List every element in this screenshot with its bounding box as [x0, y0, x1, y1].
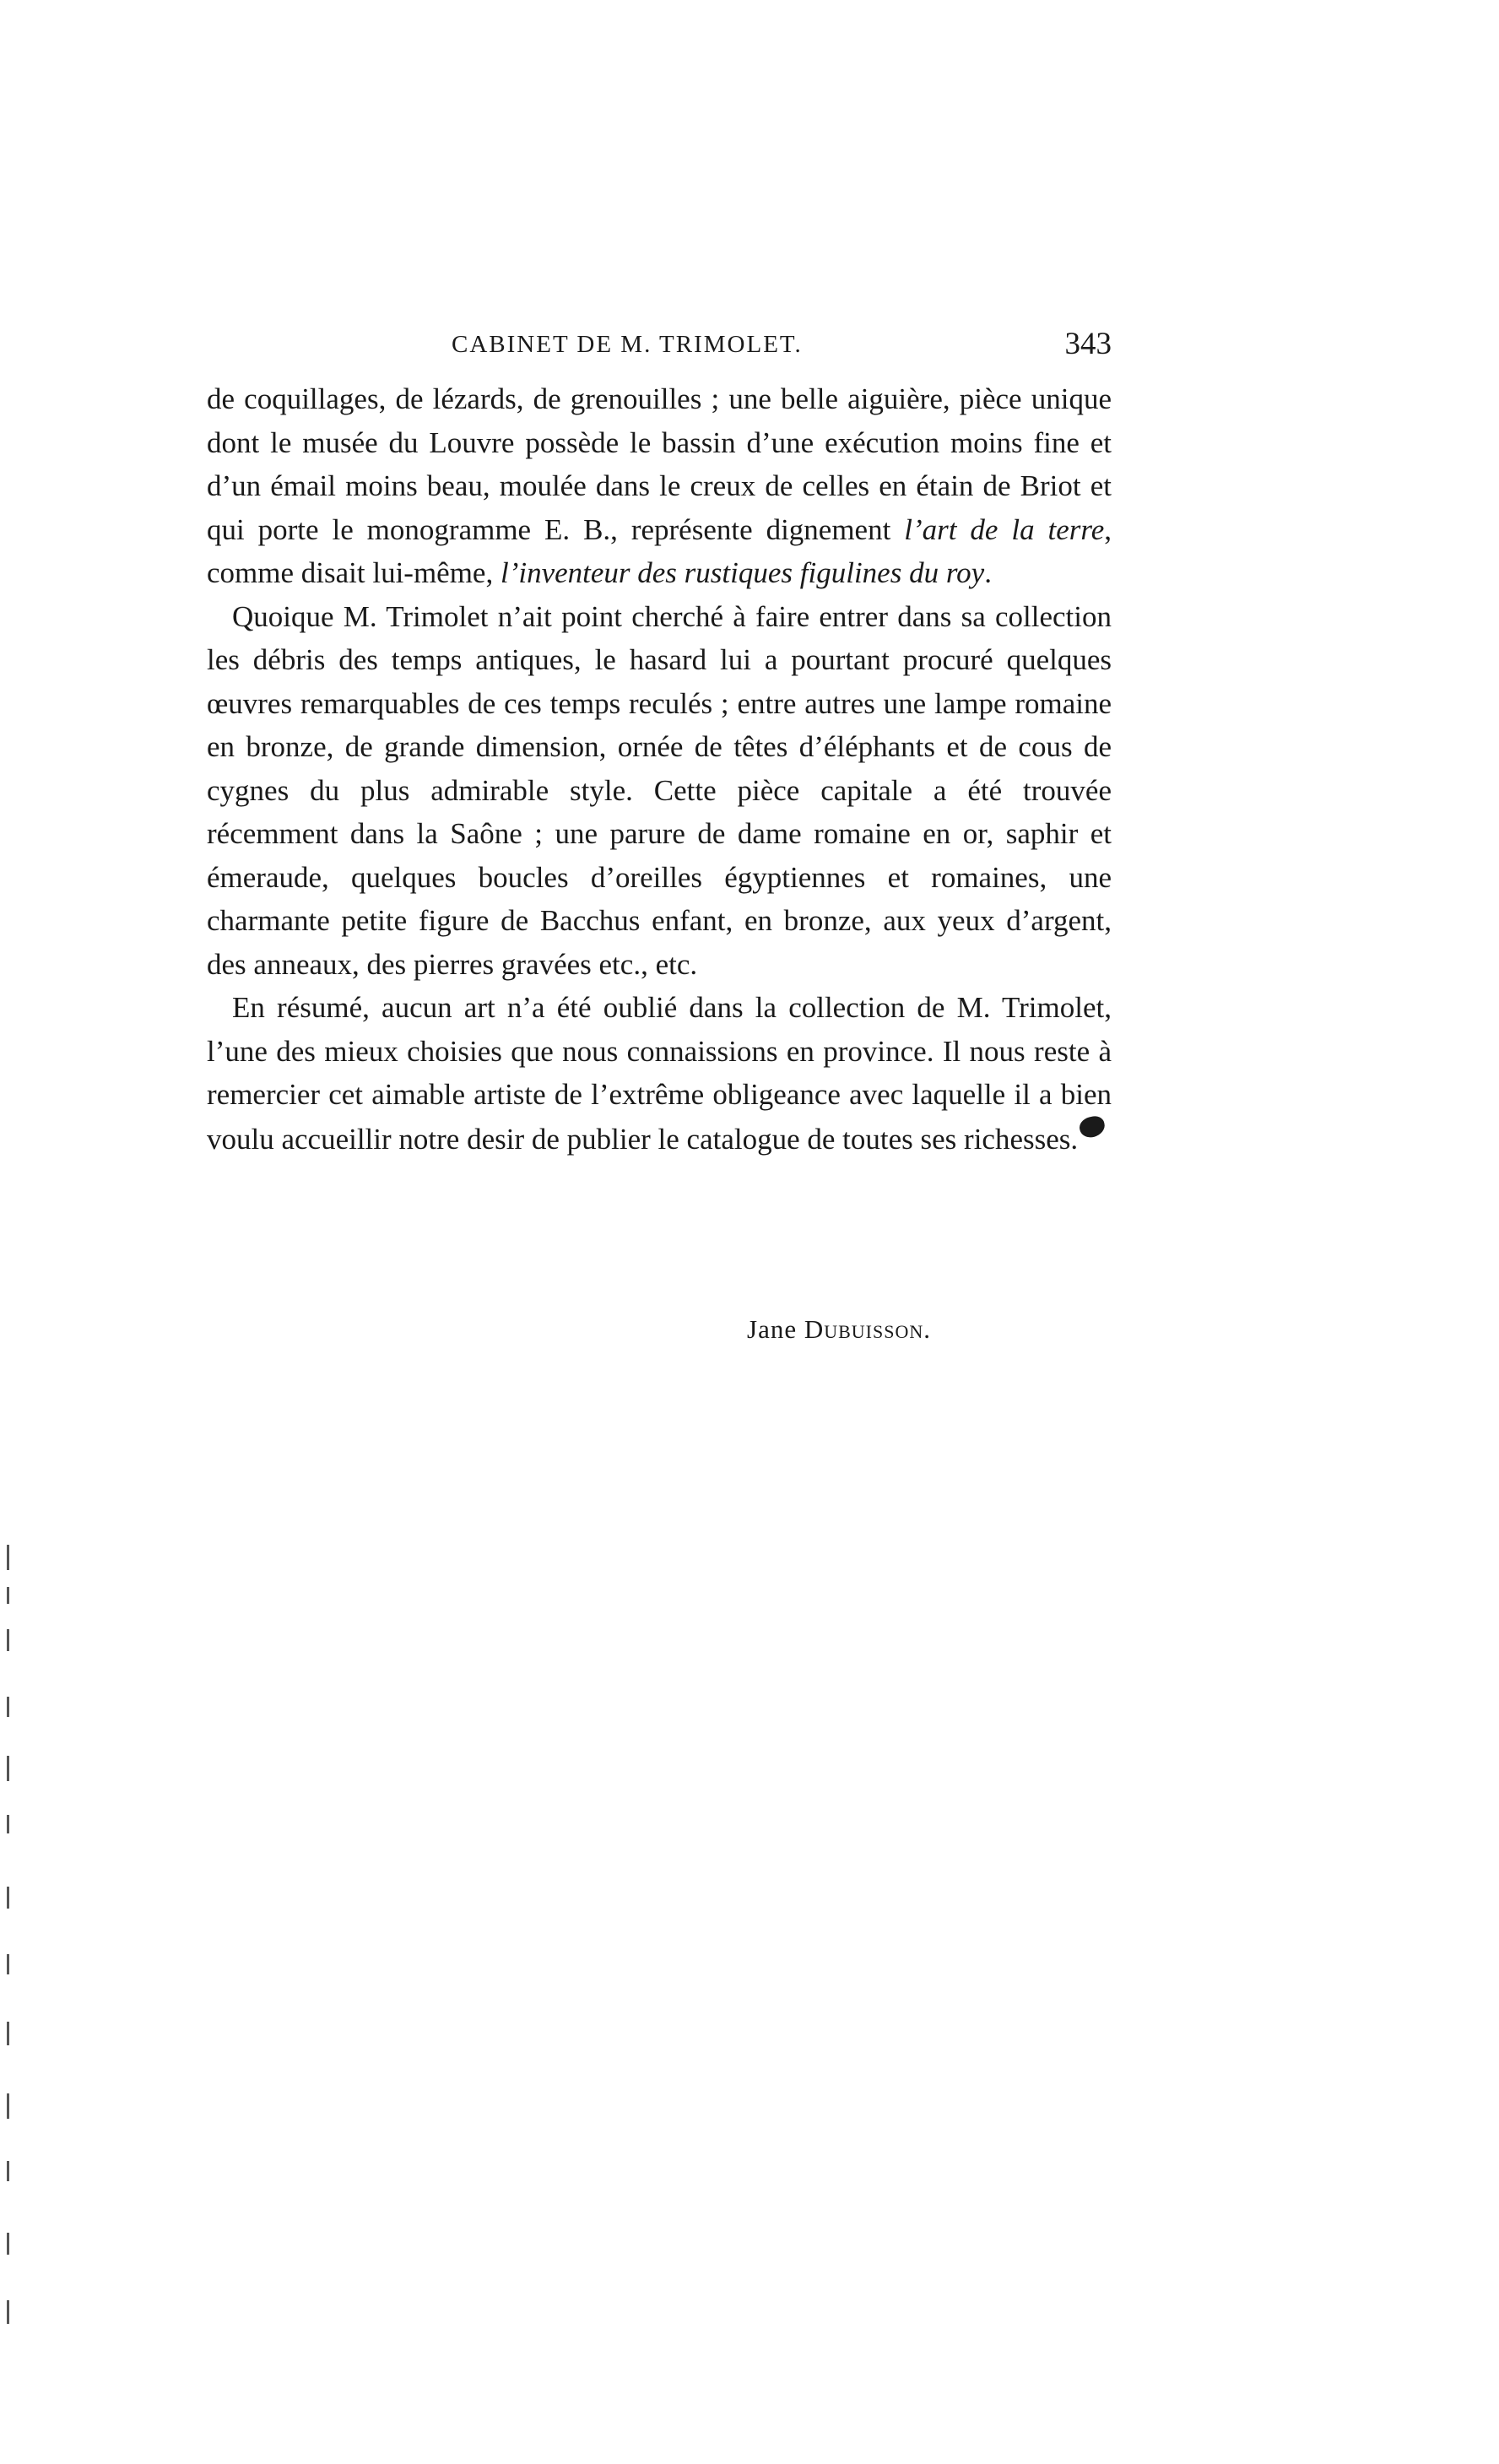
paragraph-1 — [207, 377, 1112, 595]
margin-mark — [7, 1887, 9, 1909]
margin-mark — [7, 1815, 9, 1833]
margin-mark — [7, 1954, 9, 1974]
author-signature — [747, 1314, 931, 1345]
margin-mark — [7, 1587, 9, 1604]
author-first-name: Jane — [747, 1314, 798, 1344]
paragraph-1-text-c: . — [984, 556, 992, 589]
paragraph-3 — [207, 986, 1112, 1161]
paragraph-1-text-a: de coquillages, de lézards, de grenouilles ; une belle aiguière, pièce unique dont le musée du Louvre possède le bassin d’une exécution moins fine et d’un émail moins beau, moulée dans le creux de celles en étain de Briot et qui porte le monogramme E. B., représente dignement — [207, 382, 1112, 546]
margin-mark — [7, 2233, 9, 2255]
paragraph-1-text-b: , comme disait lui-même, — [207, 512, 1112, 589]
margin-mark — [7, 2300, 9, 2324]
margin-mark — [7, 2022, 9, 2045]
margin-mark — [7, 1545, 9, 1570]
page-number: 343 — [1064, 327, 1112, 361]
margin-mark — [7, 1756, 9, 1781]
margin-mark — [7, 1697, 9, 1717]
running-title: CABINET DE M. TRIMOLET. — [452, 331, 803, 358]
ink-blot-icon — [1078, 1113, 1107, 1140]
page-header — [207, 327, 1112, 373]
margin-mark — [7, 2161, 9, 2181]
author-last-name: Dubuisson. — [804, 1314, 932, 1344]
paragraph-3-text: En résumé, aucun art n’a été oublié dans la collection de M. Trimolet, l’une des mieux choisies que nous connaissions en province. Il nous reste à remercier cet aimable artiste de l’extrême obligeance avec laquelle il a bien voulu accueillir notre desir de publier le catalogue de toutes ses richesses. — [207, 991, 1112, 1156]
body-text — [207, 377, 1112, 1161]
paragraph-1-italic-a: l’art de la terre — [904, 512, 1105, 546]
paragraph-1-italic-b: l’inventeur des rustiques figulines du roy — [500, 556, 985, 589]
paragraph-2: Quoique M. Trimolet n’ait point cherché à faire entrer dans sa collection les débris des temps antiques, le hasard lui a pourtant procuré quelques œuvres remarquables de ces temps reculés ; entre autres une lampe romaine en bronze, de grande dimension, ornée de têtes d’éléphants et de cous de cygnes du plus admirable style. Cette pièce capitale a été trouvée récemment dans la Saône ; une parure de dame romaine en or, saphir et émeraude, quelques boucles d’oreilles égyptiennes et romaines, une charmante petite figure de Bacchus enfant, en bronze, aux yeux d’argent, des anneaux, des pierres gravées etc., etc. — [207, 599, 1112, 981]
margin-mark — [7, 2093, 9, 2119]
margin-mark — [7, 1629, 9, 1651]
